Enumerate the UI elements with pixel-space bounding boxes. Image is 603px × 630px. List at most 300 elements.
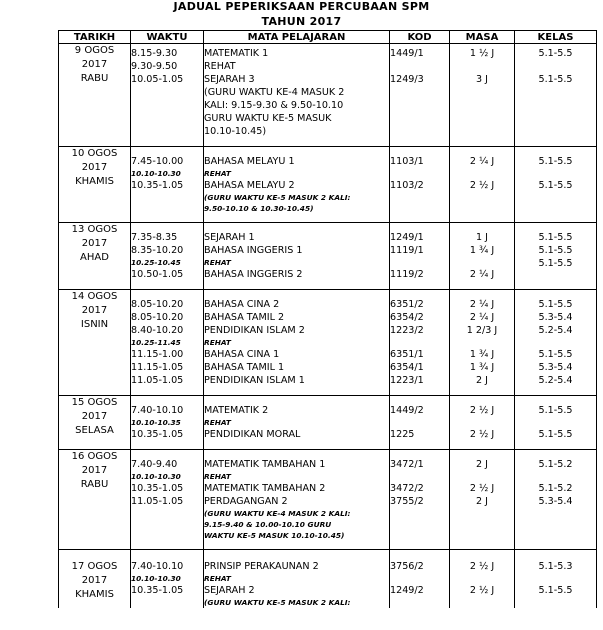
duration-text xyxy=(450,471,514,482)
time-text: 8.05-10.20 xyxy=(131,312,184,323)
masa-cell xyxy=(450,450,515,542)
spacer-cell xyxy=(515,214,597,223)
class-text: 5.3-5.4 xyxy=(538,312,573,323)
code-text: 6354/1 xyxy=(390,362,424,373)
duration-text xyxy=(450,125,514,138)
date-cell xyxy=(59,450,131,542)
class-text xyxy=(515,471,596,482)
spacer-cell xyxy=(450,541,515,550)
date-cell xyxy=(59,223,131,282)
time-text: 11.15-1.00 xyxy=(131,349,184,360)
code-text xyxy=(390,530,449,541)
date-cell xyxy=(59,290,131,388)
subject-text: PRINSIP PERAKAUNAN 2 xyxy=(204,561,319,572)
spacer-cell xyxy=(450,441,515,450)
kod-cell xyxy=(390,450,450,542)
masa-cell xyxy=(450,290,515,388)
subjek-cell xyxy=(204,550,390,609)
subject-text: REHAT xyxy=(204,472,231,481)
kod-cell xyxy=(390,44,450,139)
spacer-cell xyxy=(59,541,131,550)
subject-text: BAHASA TAMIL 2 xyxy=(204,312,285,323)
class-text: 5.1-5.5 xyxy=(538,48,573,59)
class-text xyxy=(515,573,596,584)
duration-text: 2 ½ J xyxy=(469,180,495,191)
code-text: 1223/2 xyxy=(390,325,424,336)
code-text xyxy=(390,203,449,214)
subject-text: (GURU WAKTU KE-4 MASUK 2 xyxy=(204,87,345,98)
subjek-cell xyxy=(204,290,390,388)
code-text: 1249/1 xyxy=(390,232,424,243)
spacer-cell xyxy=(450,387,515,396)
subject-text: 10.10-10.45) xyxy=(204,126,267,137)
class-text xyxy=(515,203,596,214)
class-text: 5.1-5.5 xyxy=(538,349,573,360)
class-text: 5.3-5.4 xyxy=(538,362,573,373)
class-text xyxy=(515,530,596,541)
schedule-row xyxy=(59,450,597,542)
time-text: 8.05-10.20 xyxy=(131,299,184,310)
spacer-cell xyxy=(390,387,450,396)
date-day: 16 OGOS xyxy=(71,451,118,462)
spacer-cell xyxy=(390,281,450,290)
code-text: 1225 xyxy=(390,429,415,440)
class-text xyxy=(515,597,596,608)
spacer-cell xyxy=(204,387,390,396)
class-text xyxy=(515,112,596,125)
subject-text: (GURU WAKTU KE-5 MASUK 2 KALI: xyxy=(204,598,351,607)
class-text: 5.1-5.2 xyxy=(538,483,573,494)
duration-text: 2 J xyxy=(476,459,488,470)
date-day: 14 OGOS xyxy=(71,291,118,302)
date-year: 2017 xyxy=(81,162,108,173)
spacer-cell xyxy=(59,214,131,223)
time-text: 8.35-10.20 xyxy=(131,245,184,256)
code-text: 6351/1 xyxy=(390,349,424,360)
duration-text: 2 J xyxy=(476,496,488,507)
duration-text: 2 ¼ J xyxy=(469,156,495,167)
subject-text: MATEMATIK 2 xyxy=(204,405,269,416)
subject-text: BAHASA MELAYU 2 xyxy=(204,180,295,191)
subject-text: (GURU WAKTU KE-5 MASUK 2 KALI: xyxy=(204,193,351,202)
code-text: 6351/2 xyxy=(390,299,424,310)
spacer-cell xyxy=(59,387,131,396)
subject-text: BAHASA CINA 1 xyxy=(204,349,280,360)
time-text xyxy=(131,192,203,203)
subject-text: REHAT xyxy=(204,61,236,72)
duration-text: 2 J xyxy=(476,375,488,386)
time-text: 11.15-1.05 xyxy=(131,362,184,373)
date-day: 13 OGOS xyxy=(71,224,118,235)
code-text: 3472/2 xyxy=(390,483,424,494)
subject-text: (GURU WAKTU KE-4 MASUK 2 KALI: xyxy=(204,509,351,518)
time-text: 10.35-1.05 xyxy=(131,180,184,191)
waktu-cell xyxy=(131,450,204,542)
class-text xyxy=(515,519,596,530)
time-text: 7.40-10.10 xyxy=(131,405,184,416)
subject-text: MATEMATIK TAMBAHAN 1 xyxy=(204,459,326,470)
code-text xyxy=(390,337,449,348)
class-text xyxy=(515,192,596,203)
time-text xyxy=(131,86,203,99)
class-text: 5.1-5.5 xyxy=(538,74,573,85)
schedule-row xyxy=(59,147,597,215)
spacer-cell xyxy=(131,441,204,450)
duration-text: 1 2/3 J xyxy=(466,325,498,336)
time-text xyxy=(131,99,203,112)
spacer-cell xyxy=(390,441,450,450)
subject-text: REHAT xyxy=(204,338,231,347)
class-text xyxy=(515,86,596,99)
subjek-cell xyxy=(204,44,390,139)
column-header: KELAS xyxy=(515,31,597,44)
time-text: 10.25-11.45 xyxy=(131,338,181,347)
subject-text: BAHASA INGGERIS 2 xyxy=(204,269,303,280)
kod-cell xyxy=(390,550,450,609)
time-text: 8.15-9.30 xyxy=(131,48,178,59)
spacer-cell xyxy=(515,541,597,550)
time-text xyxy=(131,508,203,519)
class-text xyxy=(515,99,596,112)
duration-text: 2 ¼ J xyxy=(469,312,495,323)
spacer-cell xyxy=(204,281,390,290)
class-text: 5.1-5.5 xyxy=(538,232,573,243)
duration-text: 1 ¾ J xyxy=(469,245,495,256)
subject-text: 9.15-9.40 & 10.00-10.10 GURU xyxy=(204,520,332,529)
subject-text: REHAT xyxy=(204,258,231,267)
code-text xyxy=(390,99,449,112)
duration-text xyxy=(450,417,514,428)
duration-text xyxy=(450,192,514,203)
time-text: 10.10-10.30 xyxy=(131,574,181,583)
spacer-cell xyxy=(204,138,390,147)
day-name: KHAMIS xyxy=(75,176,114,187)
day-name: AHAD xyxy=(80,252,109,263)
spacer-cell xyxy=(131,387,204,396)
duration-text xyxy=(450,257,514,268)
spacer-cell xyxy=(204,441,390,450)
date-year: 2017 xyxy=(81,305,108,316)
class-text xyxy=(515,125,596,138)
kod-cell xyxy=(390,396,450,442)
date-day: 17 OGOS xyxy=(71,561,118,572)
code-text: 1249/3 xyxy=(390,74,424,85)
schedule-row xyxy=(59,396,597,442)
duration-text xyxy=(450,573,514,584)
kelas-cell xyxy=(515,550,597,609)
schedule-row xyxy=(59,290,597,388)
code-text xyxy=(390,192,449,203)
code-text: 6354/2 xyxy=(390,312,424,323)
subject-text: WAKTU KE-5 MASUK 10.10-10.45) xyxy=(204,531,345,540)
spacer-cell xyxy=(131,281,204,290)
subjek-cell xyxy=(204,147,390,215)
subjek-cell xyxy=(204,223,390,282)
code-text: 1449/1 xyxy=(390,48,424,59)
waktu-cell xyxy=(131,147,204,215)
spacer-cell xyxy=(204,541,390,550)
duration-text: 1 ½ J xyxy=(469,48,495,59)
column-header: WAKTU xyxy=(131,31,204,44)
spacer-cell xyxy=(390,541,450,550)
page-subtitle: TAHUN 2017 xyxy=(261,15,342,28)
code-text xyxy=(390,573,449,584)
spacer-cell xyxy=(450,281,515,290)
code-text: 1249/2 xyxy=(390,585,424,596)
subject-text: MATEMATIK TAMBAHAN 2 xyxy=(204,483,326,494)
code-text: 1103/2 xyxy=(390,180,424,191)
duration-text: 2 ¼ J xyxy=(469,299,495,310)
time-text xyxy=(131,519,203,530)
time-text: 10.25-10.45 xyxy=(131,258,181,267)
duration-text xyxy=(450,86,514,99)
column-header: KOD xyxy=(390,31,450,44)
schedule-row xyxy=(59,223,597,282)
kelas-cell xyxy=(515,450,597,542)
date-year: 2017 xyxy=(81,411,108,422)
time-text: 10.50-1.05 xyxy=(131,269,184,280)
code-text: 3755/2 xyxy=(390,496,424,507)
row-spacer xyxy=(59,441,597,450)
duration-text xyxy=(450,530,514,541)
waktu-cell xyxy=(131,223,204,282)
code-text: 1103/1 xyxy=(390,156,424,167)
spacer-cell xyxy=(515,441,597,450)
code-text: 1449/2 xyxy=(390,405,424,416)
spacer-cell xyxy=(131,541,204,550)
class-text xyxy=(515,268,596,281)
masa-cell xyxy=(450,223,515,282)
duration-text: 2 ½ J xyxy=(469,585,495,596)
spacer-cell xyxy=(59,281,131,290)
waktu-cell xyxy=(131,396,204,442)
masa-cell xyxy=(450,396,515,442)
class-text: 5.1-5.5 xyxy=(538,245,573,256)
day-name: SELASA xyxy=(75,425,114,436)
subjek-cell xyxy=(204,450,390,542)
date-cell xyxy=(59,44,131,139)
subject-text: BAHASA TAMIL 1 xyxy=(204,362,285,373)
date-year: 2017 xyxy=(81,465,108,476)
subjek-cell xyxy=(204,396,390,442)
duration-text: 1 J xyxy=(476,232,488,243)
date-day: 10 OGOS xyxy=(71,148,118,159)
time-text: 10.35-1.05 xyxy=(131,585,184,596)
subject-text: BAHASA MELAYU 1 xyxy=(204,156,295,167)
time-text: 11.05-1.05 xyxy=(131,496,184,507)
duration-text: 1 ¾ J xyxy=(469,349,495,360)
code-text: 1223/1 xyxy=(390,375,424,386)
duration-text: 3 J xyxy=(476,74,488,85)
subject-text: SEJARAH 1 xyxy=(204,232,255,243)
time-text xyxy=(131,597,203,608)
spacer-cell xyxy=(390,214,450,223)
time-text: 10.35-1.05 xyxy=(131,429,184,440)
kelas-cell xyxy=(515,290,597,388)
subject-text: PENDIDIKAN MORAL xyxy=(204,429,301,440)
kod-cell xyxy=(390,290,450,388)
waktu-cell xyxy=(131,290,204,388)
subject-text: REHAT xyxy=(204,169,231,178)
subject-text: KALI: 9.15-9.30 & 9.50-10.10 xyxy=(204,100,344,111)
code-text xyxy=(390,125,449,138)
duration-text xyxy=(450,203,514,214)
day-name: RABU xyxy=(80,479,109,490)
spacer-cell xyxy=(131,214,204,223)
date-day: 15 OGOS xyxy=(71,397,118,408)
time-text: 9.30-9.50 xyxy=(131,61,178,72)
subject-text: PENDIDIKAN ISLAM 1 xyxy=(204,375,305,386)
class-text: 5.1-5.5 xyxy=(538,585,573,596)
code-text xyxy=(390,508,449,519)
row-spacer xyxy=(59,387,597,396)
subject-text: MATEMATIK 1 xyxy=(204,48,269,59)
class-text: 5.1-5.5 xyxy=(538,429,573,440)
code-text xyxy=(390,257,449,268)
time-text: 10.10-10.30 xyxy=(131,169,181,178)
class-text: 5.1-5.3 xyxy=(538,561,573,572)
time-text: 10.35-1.05 xyxy=(131,483,184,494)
column-header: MATA PELAJARAN xyxy=(204,31,390,44)
spacer-cell xyxy=(131,138,204,147)
class-text xyxy=(515,60,596,73)
time-text: 10.05-1.05 xyxy=(131,74,184,85)
row-spacer xyxy=(59,541,597,550)
spacer-cell xyxy=(450,138,515,147)
code-text: 3756/2 xyxy=(390,561,424,572)
day-name: KHAMIS xyxy=(75,589,114,600)
spacer-cell xyxy=(450,214,515,223)
date-day: 9 OGOS xyxy=(74,45,115,56)
class-text: 5.1-5.5 xyxy=(538,180,573,191)
masa-cell xyxy=(450,550,515,609)
time-text: 7.40-10.10 xyxy=(131,561,184,572)
class-text: 5.2-5.4 xyxy=(538,375,573,386)
duration-text: 2 ¼ J xyxy=(469,269,495,280)
kod-cell xyxy=(390,147,450,215)
column-header: MASA xyxy=(450,31,515,44)
date-cell xyxy=(59,396,131,442)
class-text: 5.1-5.2 xyxy=(538,459,573,470)
kelas-cell xyxy=(515,147,597,215)
date-cell xyxy=(59,147,131,215)
time-text: 8.40-10.20 xyxy=(131,325,184,336)
duration-text xyxy=(450,508,514,519)
code-text xyxy=(390,519,449,530)
date-cell xyxy=(59,550,131,609)
duration-text: 1 ¾ J xyxy=(469,362,495,373)
class-text: 5.3-5.4 xyxy=(538,496,573,507)
exam-schedule-table xyxy=(58,30,597,608)
kod-cell xyxy=(390,223,450,282)
class-text: 5.1-5.5 xyxy=(538,405,573,416)
class-text: 5.1-5.5 xyxy=(538,258,573,269)
time-text: 7.35-8.35 xyxy=(131,232,178,243)
date-year: 2017 xyxy=(81,238,108,249)
subject-text: GURU WAKTU KE-5 MASUK xyxy=(204,113,332,124)
kelas-cell xyxy=(515,44,597,139)
schedule-row xyxy=(59,44,597,139)
code-text xyxy=(390,417,449,428)
class-text xyxy=(515,168,596,179)
subject-text: PENDIDIKAN ISLAM 2 xyxy=(204,325,305,336)
day-name: RABU xyxy=(80,73,109,84)
date-year: 2017 xyxy=(81,575,108,586)
row-spacer xyxy=(59,138,597,147)
spacer-cell xyxy=(515,138,597,147)
subject-text: REHAT xyxy=(204,574,231,583)
class-text xyxy=(515,508,596,519)
time-text: 11.05-1.05 xyxy=(131,375,184,386)
spacer-cell xyxy=(59,138,131,147)
time-text xyxy=(131,203,203,214)
class-text xyxy=(515,417,596,428)
schedule-row xyxy=(59,550,597,609)
code-text xyxy=(390,112,449,125)
code-text xyxy=(390,60,449,73)
code-text: 1119/2 xyxy=(390,269,424,280)
time-text: 10.10-10.35 xyxy=(131,418,181,427)
spacer-cell xyxy=(59,441,131,450)
code-text xyxy=(390,86,449,99)
time-text xyxy=(131,125,203,138)
code-text: 1119/1 xyxy=(390,245,424,256)
kelas-cell xyxy=(515,223,597,282)
duration-text xyxy=(450,337,514,348)
time-text xyxy=(131,112,203,125)
time-text: 10.10-10.30 xyxy=(131,472,181,481)
waktu-cell xyxy=(131,550,204,609)
code-text xyxy=(390,168,449,179)
class-text xyxy=(515,337,596,348)
duration-text xyxy=(450,112,514,125)
duration-text: 2 ½ J xyxy=(469,429,495,440)
class-text: 5.1-5.5 xyxy=(538,299,573,310)
subject-text: REHAT xyxy=(204,418,231,427)
subject-text: 9.50-10.10 & 10.30-10.45) xyxy=(204,204,314,213)
code-text xyxy=(390,597,449,608)
duration-text: 2 ½ J xyxy=(469,561,495,572)
class-text: 5.2-5.4 xyxy=(538,325,573,336)
duration-text xyxy=(450,519,514,530)
spacer-cell xyxy=(204,214,390,223)
time-text: 7.40-9.40 xyxy=(131,459,178,470)
code-text: 3472/1 xyxy=(390,459,424,470)
row-spacer xyxy=(59,214,597,223)
header-row xyxy=(59,31,597,44)
spacer-cell xyxy=(515,281,597,290)
time-text: 7.45-10.00 xyxy=(131,156,184,167)
schedule-body xyxy=(59,44,597,609)
spacer-cell xyxy=(515,387,597,396)
time-text xyxy=(131,530,203,541)
masa-cell xyxy=(450,147,515,215)
column-header: TARIKH xyxy=(59,31,131,44)
date-year: 2017 xyxy=(81,59,108,70)
subject-text: SEJARAH 2 xyxy=(204,585,255,596)
duration-text: 2 ½ J xyxy=(469,483,495,494)
subject-text: BAHASA INGGERIS 1 xyxy=(204,245,303,256)
masa-cell xyxy=(450,44,515,139)
duration-text xyxy=(450,597,514,608)
class-text: 5.1-5.5 xyxy=(538,156,573,167)
duration-text: 2 ½ J xyxy=(469,405,495,416)
duration-text xyxy=(450,60,514,73)
spacer-cell xyxy=(390,138,450,147)
subject-text: SEJARAH 3 xyxy=(204,74,255,85)
kelas-cell xyxy=(515,396,597,442)
subject-text: PERDAGANGAN 2 xyxy=(204,496,288,507)
